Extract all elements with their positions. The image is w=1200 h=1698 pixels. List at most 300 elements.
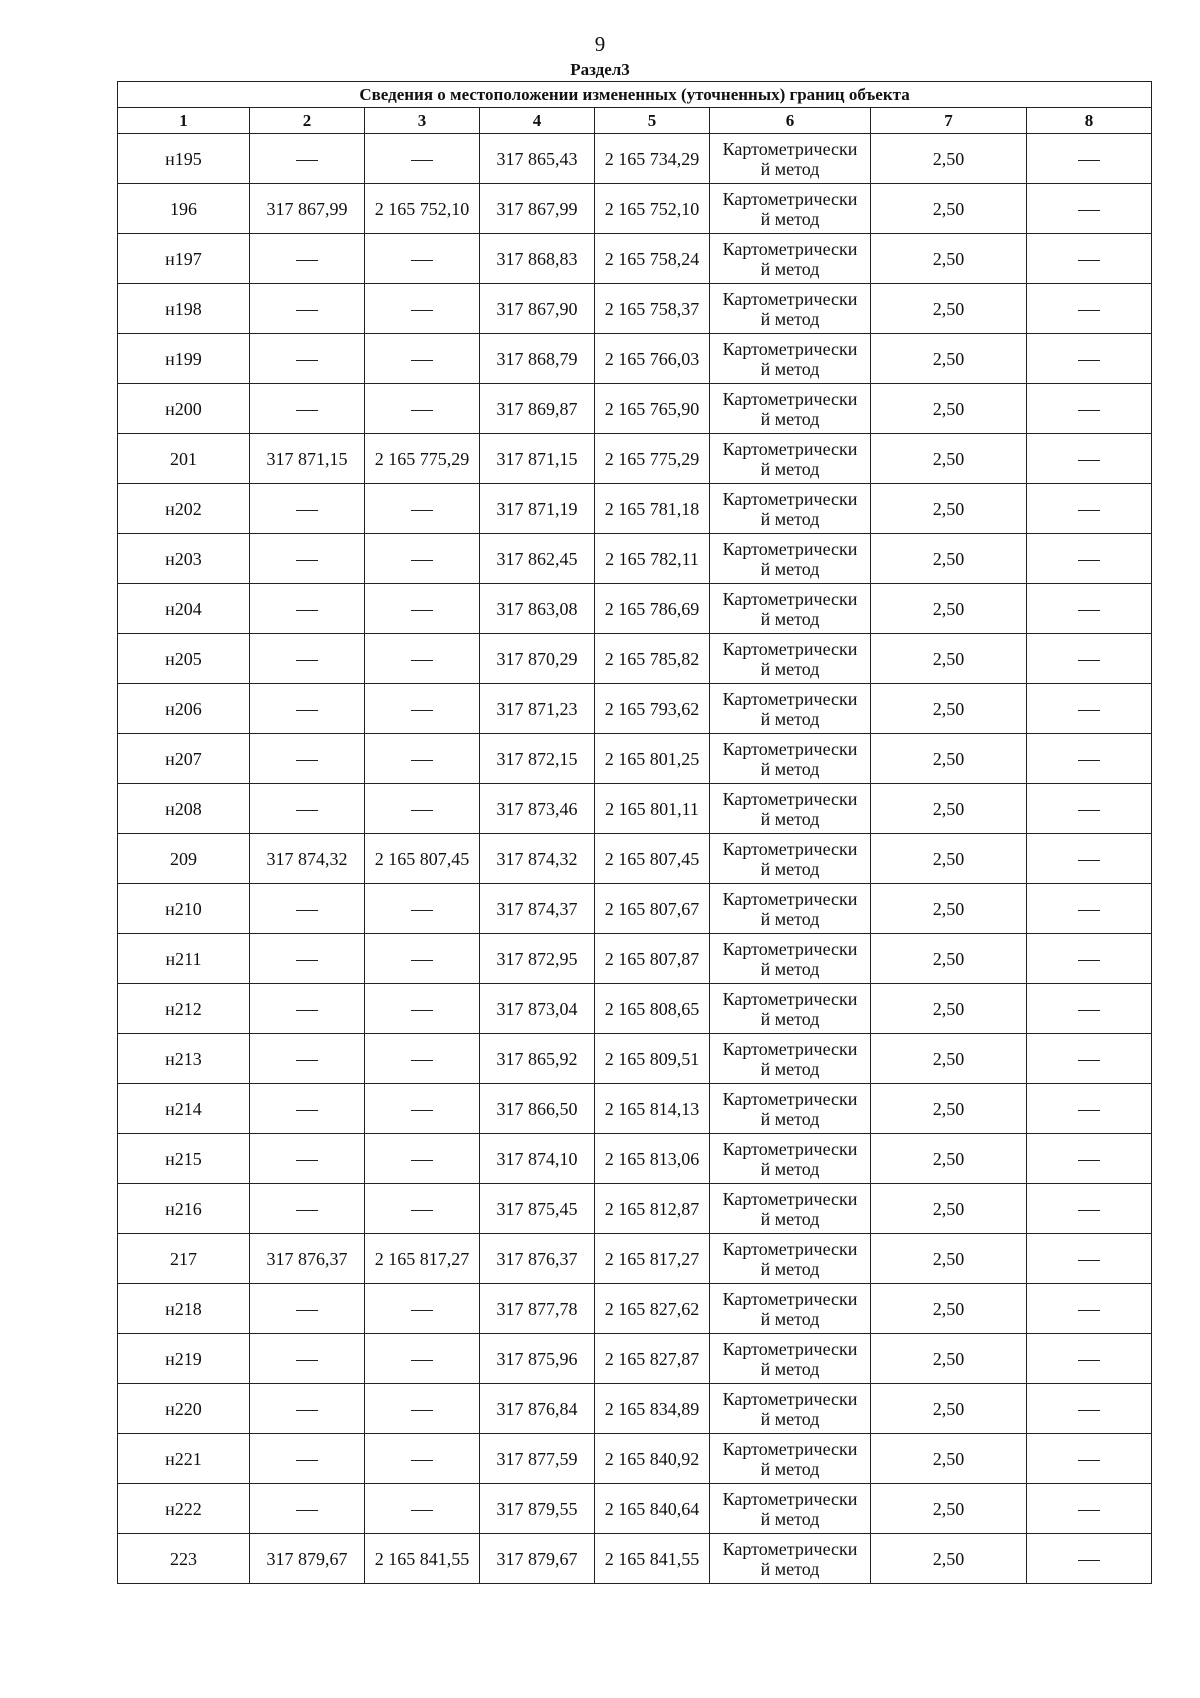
method-line-1: Картометрически: [722, 1438, 858, 1459]
method-line-1: Картометрически: [722, 1138, 858, 1159]
column-header-5: 5: [595, 108, 710, 134]
new-y-cell: 2 165 734,29: [595, 134, 710, 184]
empty-dash: [411, 910, 433, 911]
method-cell: [710, 1184, 871, 1234]
point-number-cell: н200: [118, 384, 250, 434]
existing-x-cell: [250, 1084, 365, 1134]
point-number-cell: н214: [118, 1084, 250, 1134]
table-row: [118, 834, 1152, 884]
existing-y-cell: [365, 1034, 480, 1084]
new-y-cell: 2 165 812,87: [595, 1184, 710, 1234]
empty-dash: [296, 1210, 318, 1211]
empty-dash: [1078, 210, 1100, 211]
description-cell: [1027, 1034, 1152, 1084]
new-y-cell: 2 165 827,62: [595, 1284, 710, 1334]
column-header-6: 6: [710, 108, 871, 134]
description-cell: [1027, 734, 1152, 784]
new-y-cell: 2 165 801,25: [595, 734, 710, 784]
table-row: [118, 534, 1152, 584]
method-cell: [710, 1234, 871, 1284]
method-cell: [710, 1284, 871, 1334]
new-y-cell: 2 165 808,65: [595, 984, 710, 1034]
accuracy-cell: 2,50: [871, 134, 1027, 184]
table-row: [118, 1134, 1152, 1184]
table-row: [118, 1384, 1152, 1434]
point-number-cell: н205: [118, 634, 250, 684]
empty-dash: [296, 1060, 318, 1061]
new-x-cell: 317 868,79: [480, 334, 595, 384]
method-line-1: Картометрически: [722, 1488, 858, 1509]
method-cell: [710, 534, 871, 584]
new-x-cell: 317 867,99: [480, 184, 595, 234]
table-row: [118, 684, 1152, 734]
accuracy-cell: 2,50: [871, 734, 1027, 784]
method-line-1: Картометрически: [722, 638, 858, 659]
existing-x-cell: [250, 684, 365, 734]
accuracy-cell: 2,50: [871, 684, 1027, 734]
new-y-cell: 2 165 841,55: [595, 1534, 710, 1584]
accuracy-cell: 2,50: [871, 884, 1027, 934]
method-line-2: й метод: [760, 608, 820, 629]
new-x-cell: 317 865,43: [480, 134, 595, 184]
accuracy-cell: 2,50: [871, 1334, 1027, 1384]
new-x-cell: 317 877,59: [480, 1434, 595, 1484]
existing-y-cell: 2 165 775,29: [365, 434, 480, 484]
method-cell: [710, 584, 871, 634]
column-header-3: 3: [365, 108, 480, 134]
existing-y-cell: [365, 1434, 480, 1484]
new-y-cell: 2 165 814,13: [595, 1084, 710, 1134]
existing-x-cell: 317 874,32: [250, 834, 365, 884]
empty-dash: [1078, 560, 1100, 561]
empty-dash: [1078, 660, 1100, 661]
existing-y-cell: [365, 534, 480, 584]
existing-y-cell: [365, 1484, 480, 1534]
method-line-2: й метод: [760, 808, 820, 829]
new-x-cell: 317 872,15: [480, 734, 595, 784]
description-cell: [1027, 534, 1152, 584]
method-line-2: й метод: [760, 708, 820, 729]
point-number-cell: н206: [118, 684, 250, 734]
method-line-1: Картометрически: [722, 888, 858, 909]
method-line-1: Картометрически: [722, 338, 858, 359]
new-x-cell: 317 872,95: [480, 934, 595, 984]
empty-dash: [411, 610, 433, 611]
new-x-cell: 317 867,90: [480, 284, 595, 334]
section-title: Раздел3: [570, 60, 630, 79]
new-y-cell: 2 165 752,10: [595, 184, 710, 234]
new-y-cell: 2 165 758,37: [595, 284, 710, 334]
existing-x-cell: [250, 334, 365, 384]
new-y-cell: 2 165 817,27: [595, 1234, 710, 1284]
table-row: [118, 234, 1152, 284]
point-number-cell: н199: [118, 334, 250, 384]
description-cell: [1027, 684, 1152, 734]
point-number-cell: н220: [118, 1384, 250, 1434]
point-number-cell: 196: [118, 184, 250, 234]
point-number-cell: н216: [118, 1184, 250, 1234]
new-y-cell: 2 165 793,62: [595, 684, 710, 734]
table-row: [118, 1184, 1152, 1234]
method-line-2: й метод: [760, 1108, 820, 1129]
new-x-cell: 317 871,23: [480, 684, 595, 734]
new-x-cell: 317 866,50: [480, 1084, 595, 1134]
method-cell: [710, 484, 871, 534]
empty-dash: [296, 1460, 318, 1461]
new-y-cell: 2 165 785,82: [595, 634, 710, 684]
new-x-cell: 317 873,46: [480, 784, 595, 834]
new-y-cell: 2 165 766,03: [595, 334, 710, 384]
new-x-cell: 317 871,19: [480, 484, 595, 534]
existing-x-cell: [250, 1434, 365, 1484]
existing-x-cell: [250, 134, 365, 184]
new-y-cell: 2 165 782,11: [595, 534, 710, 584]
description-cell: [1027, 1284, 1152, 1334]
new-x-cell: 317 874,37: [480, 884, 595, 934]
empty-dash: [1078, 1460, 1100, 1461]
existing-y-cell: [365, 384, 480, 434]
empty-dash: [1078, 1410, 1100, 1411]
new-x-cell: 317 870,29: [480, 634, 595, 684]
method-cell: [710, 634, 871, 684]
description-cell: [1027, 1084, 1152, 1134]
column-header-4: 4: [480, 108, 595, 134]
table-row: [118, 484, 1152, 534]
method-cell: [710, 1334, 871, 1384]
method-line-1: Картометрически: [722, 138, 858, 159]
accuracy-cell: 2,50: [871, 1534, 1027, 1584]
existing-x-cell: [250, 1284, 365, 1334]
existing-y-cell: [365, 684, 480, 734]
table-row: [118, 634, 1152, 684]
description-cell: [1027, 1434, 1152, 1484]
new-x-cell: 317 862,45: [480, 534, 595, 584]
existing-x-cell: [250, 234, 365, 284]
empty-dash: [296, 760, 318, 761]
point-number-cell: н202: [118, 484, 250, 534]
empty-dash: [1078, 1160, 1100, 1161]
method-line-1: Картометрически: [722, 238, 858, 259]
new-y-cell: 2 165 781,18: [595, 484, 710, 534]
empty-dash: [1078, 910, 1100, 911]
description-cell: [1027, 984, 1152, 1034]
table-row: [118, 884, 1152, 934]
method-line-2: й метод: [760, 758, 820, 779]
accuracy-cell: 2,50: [871, 1384, 1027, 1434]
new-y-cell: 2 165 807,87: [595, 934, 710, 984]
existing-y-cell: [365, 234, 480, 284]
empty-dash: [1078, 1110, 1100, 1111]
empty-dash: [1078, 1510, 1100, 1511]
empty-dash: [411, 1410, 433, 1411]
accuracy-cell: 2,50: [871, 934, 1027, 984]
method-cell: [710, 1084, 871, 1134]
method-line-1: Картометрически: [722, 1038, 858, 1059]
empty-dash: [411, 1010, 433, 1011]
accuracy-cell: 2,50: [871, 534, 1027, 584]
accuracy-cell: 2,50: [871, 334, 1027, 384]
method-cell: [710, 834, 871, 884]
accuracy-cell: 2,50: [871, 1034, 1027, 1084]
empty-dash: [296, 1310, 318, 1311]
existing-y-cell: [365, 334, 480, 384]
empty-dash: [1078, 1310, 1100, 1311]
existing-x-cell: 317 876,37: [250, 1234, 365, 1284]
empty-dash: [1078, 260, 1100, 261]
empty-dash: [1078, 1360, 1100, 1361]
description-cell: [1027, 1484, 1152, 1534]
description-cell: [1027, 784, 1152, 834]
new-x-cell: 317 869,87: [480, 384, 595, 434]
point-number-cell: н219: [118, 1334, 250, 1384]
existing-y-cell: 2 165 817,27: [365, 1234, 480, 1284]
method-line-1: Картометрически: [722, 738, 858, 759]
table-row: [118, 1034, 1152, 1084]
empty-dash: [296, 310, 318, 311]
new-y-cell: 2 165 807,45: [595, 834, 710, 884]
table-row: [118, 1334, 1152, 1384]
new-y-cell: 2 165 813,06: [595, 1134, 710, 1184]
empty-dash: [411, 510, 433, 511]
description-cell: [1027, 1184, 1152, 1234]
empty-dash: [296, 810, 318, 811]
method-line-2: й метод: [760, 1158, 820, 1179]
method-cell: [710, 1034, 871, 1084]
new-x-cell: 317 863,08: [480, 584, 595, 634]
existing-x-cell: [250, 884, 365, 934]
new-y-cell: 2 165 765,90: [595, 384, 710, 434]
method-line-2: й метод: [760, 258, 820, 279]
point-number-cell: 209: [118, 834, 250, 884]
point-number-cell: н222: [118, 1484, 250, 1534]
empty-dash: [411, 1460, 433, 1461]
accuracy-cell: 2,50: [871, 1134, 1027, 1184]
table-row: [118, 134, 1152, 184]
empty-dash: [411, 1310, 433, 1311]
method-line-2: й метод: [760, 1508, 820, 1529]
table-row: [118, 584, 1152, 634]
description-cell: [1027, 434, 1152, 484]
existing-x-cell: 317 871,15: [250, 434, 365, 484]
method-line-2: й метод: [760, 408, 820, 429]
description-cell: [1027, 1334, 1152, 1384]
method-cell: [710, 234, 871, 284]
existing-y-cell: [365, 984, 480, 1034]
empty-dash: [1078, 610, 1100, 611]
empty-dash: [1078, 760, 1100, 761]
accuracy-cell: 2,50: [871, 1234, 1027, 1284]
point-number-cell: н207: [118, 734, 250, 784]
table-row: [118, 334, 1152, 384]
method-line-1: Картометрически: [722, 388, 858, 409]
empty-dash: [411, 410, 433, 411]
method-line-2: й метод: [760, 358, 820, 379]
method-line-2: й метод: [760, 308, 820, 329]
empty-dash: [411, 660, 433, 661]
accuracy-cell: 2,50: [871, 234, 1027, 284]
accuracy-cell: 2,50: [871, 184, 1027, 234]
empty-dash: [411, 160, 433, 161]
existing-y-cell: [365, 1284, 480, 1334]
method-line-1: Картометрически: [722, 438, 858, 459]
existing-y-cell: [365, 1134, 480, 1184]
description-cell: [1027, 284, 1152, 334]
point-number-cell: н211: [118, 934, 250, 984]
new-y-cell: 2 165 834,89: [595, 1384, 710, 1434]
empty-dash: [411, 810, 433, 811]
method-line-2: й метод: [760, 1308, 820, 1329]
method-cell: [710, 384, 871, 434]
existing-y-cell: [365, 934, 480, 984]
existing-x-cell: [250, 284, 365, 334]
existing-y-cell: [365, 1084, 480, 1134]
existing-y-cell: [365, 584, 480, 634]
empty-dash: [296, 510, 318, 511]
description-cell: [1027, 1234, 1152, 1284]
existing-x-cell: [250, 634, 365, 684]
empty-dash: [1078, 310, 1100, 311]
empty-dash: [411, 760, 433, 761]
empty-dash: [296, 260, 318, 261]
method-line-2: й метод: [760, 508, 820, 529]
accuracy-cell: 2,50: [871, 384, 1027, 434]
existing-y-cell: [365, 1334, 480, 1384]
description-cell: [1027, 334, 1152, 384]
point-number-cell: н218: [118, 1284, 250, 1334]
description-cell: [1027, 934, 1152, 984]
empty-dash: [296, 710, 318, 711]
empty-dash: [1078, 410, 1100, 411]
new-x-cell: 317 874,10: [480, 1134, 595, 1184]
existing-x-cell: [250, 934, 365, 984]
empty-dash: [411, 710, 433, 711]
new-y-cell: 2 165 786,69: [595, 584, 710, 634]
empty-dash: [296, 160, 318, 161]
description-cell: [1027, 184, 1152, 234]
new-y-cell: 2 165 807,67: [595, 884, 710, 934]
existing-y-cell: [365, 1384, 480, 1434]
method-line-2: й метод: [760, 1408, 820, 1429]
table-row: [118, 1434, 1152, 1484]
method-line-1: Картометрически: [722, 1288, 858, 1309]
empty-dash: [1078, 510, 1100, 511]
method-cell: [710, 1384, 871, 1434]
description-cell: [1027, 134, 1152, 184]
empty-dash: [296, 1410, 318, 1411]
existing-y-cell: 2 165 807,45: [365, 834, 480, 884]
point-number-cell: 223: [118, 1534, 250, 1584]
column-header-1: 1: [118, 108, 250, 134]
point-number-cell: 201: [118, 434, 250, 484]
method-line-1: Картометрически: [722, 938, 858, 959]
point-number-cell: 217: [118, 1234, 250, 1284]
table-row: [118, 284, 1152, 334]
empty-dash: [1078, 1210, 1100, 1211]
new-x-cell: 317 868,83: [480, 234, 595, 284]
point-number-cell: н221: [118, 1434, 250, 1484]
method-cell: [710, 184, 871, 234]
new-x-cell: 317 876,37: [480, 1234, 595, 1284]
point-number-cell: н195: [118, 134, 250, 184]
new-x-cell: 317 876,84: [480, 1384, 595, 1434]
method-cell: [710, 984, 871, 1034]
existing-x-cell: [250, 734, 365, 784]
empty-dash: [296, 610, 318, 611]
empty-dash: [1078, 710, 1100, 711]
column-header-8: 8: [1027, 108, 1152, 134]
table-caption: Сведения о местоположении измененных (уточненных) границ объекта: [118, 82, 1152, 108]
method-cell: [710, 1434, 871, 1484]
table-row: [118, 1084, 1152, 1134]
accuracy-cell: 2,50: [871, 1084, 1027, 1134]
existing-x-cell: [250, 384, 365, 434]
table-row: [118, 1534, 1152, 1584]
empty-dash: [411, 360, 433, 361]
method-cell: [710, 1484, 871, 1534]
method-cell: [710, 934, 871, 984]
empty-dash: [411, 960, 433, 961]
existing-y-cell: [365, 884, 480, 934]
point-number-cell: н197: [118, 234, 250, 284]
method-cell: [710, 134, 871, 184]
method-cell: [710, 684, 871, 734]
empty-dash: [296, 1510, 318, 1511]
method-line-2: й метод: [760, 1208, 820, 1229]
method-cell: [710, 884, 871, 934]
existing-y-cell: [365, 784, 480, 834]
new-y-cell: 2 165 827,87: [595, 1334, 710, 1384]
method-line-1: Картометрически: [722, 1338, 858, 1359]
empty-dash: [1078, 860, 1100, 861]
table-row: [118, 184, 1152, 234]
accuracy-cell: 2,50: [871, 484, 1027, 534]
new-y-cell: 2 165 775,29: [595, 434, 710, 484]
existing-y-cell: 2 165 752,10: [365, 184, 480, 234]
accuracy-cell: 2,50: [871, 784, 1027, 834]
description-cell: [1027, 1534, 1152, 1584]
existing-y-cell: [365, 1184, 480, 1234]
method-line-2: й метод: [760, 658, 820, 679]
existing-x-cell: 317 867,99: [250, 184, 365, 234]
method-line-2: й метод: [760, 908, 820, 929]
point-number-cell: н213: [118, 1034, 250, 1084]
new-y-cell: 2 165 840,64: [595, 1484, 710, 1534]
point-number-cell: н198: [118, 284, 250, 334]
page-number: 9: [594, 32, 606, 56]
existing-x-cell: [250, 1184, 365, 1234]
method-cell: [710, 284, 871, 334]
existing-y-cell: [365, 484, 480, 534]
empty-dash: [411, 1510, 433, 1511]
existing-x-cell: [250, 1334, 365, 1384]
existing-x-cell: [250, 984, 365, 1034]
method-cell: [710, 1134, 871, 1184]
description-cell: [1027, 384, 1152, 434]
accuracy-cell: 2,50: [871, 584, 1027, 634]
existing-x-cell: [250, 1384, 365, 1434]
method-line-1: Картометрически: [722, 1538, 858, 1559]
description-cell: [1027, 834, 1152, 884]
method-cell: [710, 434, 871, 484]
empty-dash: [296, 1360, 318, 1361]
new-x-cell: 317 873,04: [480, 984, 595, 1034]
method-line-2: й метод: [760, 1008, 820, 1029]
new-y-cell: 2 165 809,51: [595, 1034, 710, 1084]
description-cell: [1027, 584, 1152, 634]
empty-dash: [411, 1160, 433, 1161]
empty-dash: [411, 560, 433, 561]
method-line-1: Картометрически: [722, 838, 858, 859]
